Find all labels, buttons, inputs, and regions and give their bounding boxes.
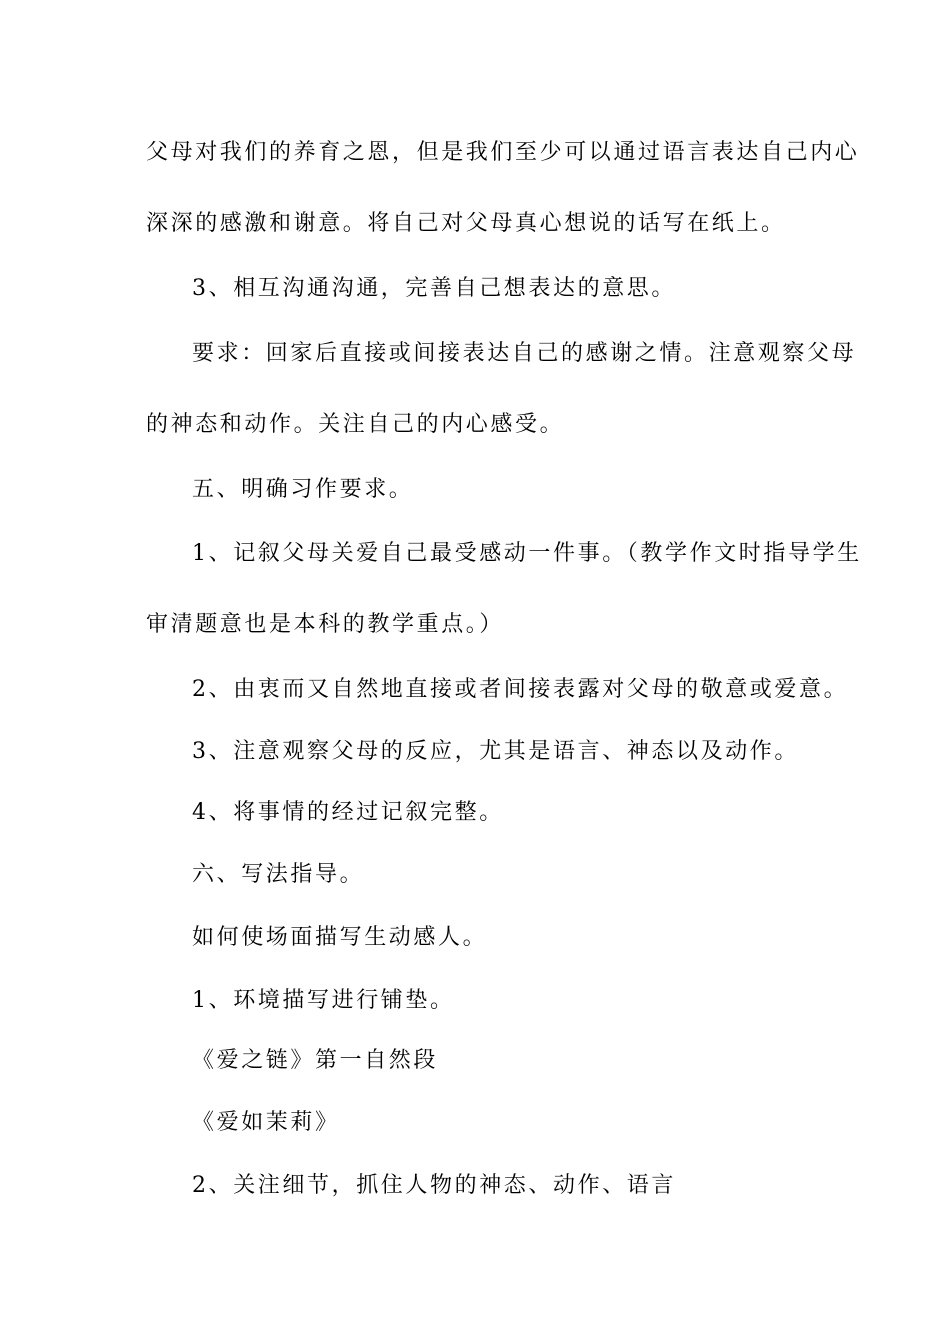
paragraph-line: 的神态和动作。关注自己的内心感受。 [146,412,565,437]
paragraph-line: 如何使场面描写生动感人。 [192,925,488,950]
paragraph-line: 3、注意观察父母的反应，尤其是语言、神态以及动作。 [192,739,799,764]
paragraph-line: 1、记叙父母关爱自己最受感动一件事。（教学作文时指导学生 [192,541,862,566]
paragraph-line: 深深的感激和谢意。将自己对父母真心想说的话写在纸上。 [146,211,786,236]
paragraph-line: 审清题意也是本科的教学重点。） [146,612,505,637]
section-heading: 五、明确习作要求。 [192,477,414,502]
paragraph-line: 《爱如茉莉》 [192,1110,340,1135]
paragraph-line: 2、由衷而又自然地直接或者间接表露对父母的敬意或爱意。 [192,677,849,702]
paragraph-line: 2、关注细节，抓住人物的神态、动作、语言 [192,1173,676,1198]
paragraph-line: 《爱之链》第一自然段 [192,1048,439,1073]
paragraph-line: 3、相互沟通沟通，完善自己想表达的意思。 [192,276,676,301]
paragraph-line: 1、环境描写进行铺垫。 [192,988,455,1013]
paragraph-line: 父母对我们的养育之恩，但是我们至少可以通过语言表达自己内心 [146,140,860,165]
section-heading: 六、写法指导。 [192,862,365,887]
paragraph-line: 要求：回家后直接或间接表达自己的感谢之情。注意观察父母 [192,341,857,366]
paragraph-line: 4、将事情的经过记叙完整。 [192,800,504,825]
